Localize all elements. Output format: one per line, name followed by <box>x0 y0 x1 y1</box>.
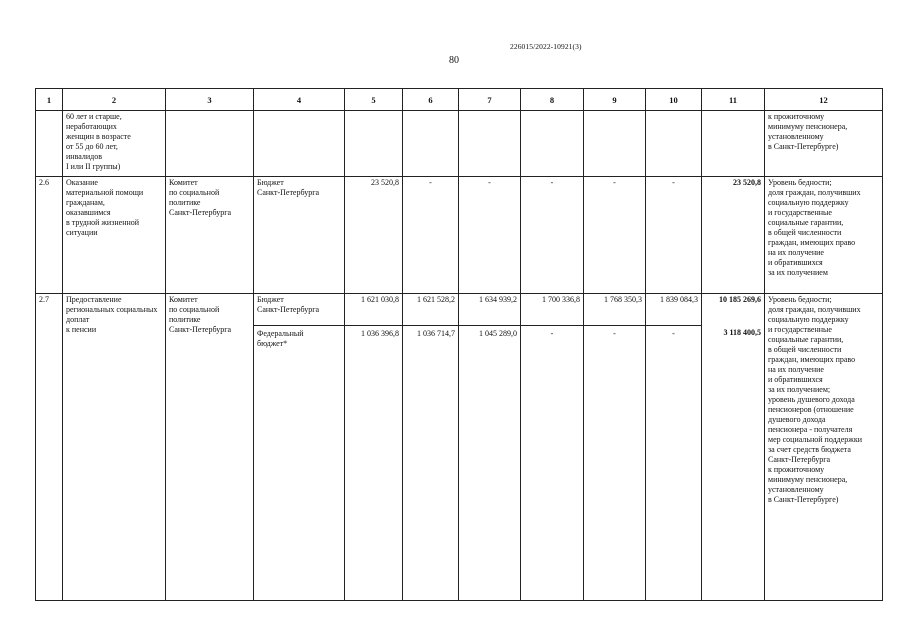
value-federal: 1 036 396,8 <box>345 325 402 339</box>
table-cell-source: Бюджет Санкт-Петербурга <box>254 177 345 294</box>
table-cell-executor: Комитет по социальной политике Санкт-Петербурга <box>166 294 254 601</box>
table-cell-source <box>254 294 345 601</box>
table-row-2-6 <box>36 177 883 294</box>
table-cell-value: - <box>584 177 646 294</box>
value-spb: 1 768 350,3 <box>604 295 642 304</box>
table-cell-value <box>646 294 702 601</box>
table-cell-value: - <box>459 177 521 294</box>
value-spb: 1 621 528,2 <box>417 295 455 304</box>
program-table <box>35 88 883 601</box>
document-number: 226015/2022-10921(3) <box>510 42 582 51</box>
header-cell: 2 <box>63 89 166 111</box>
table-cell-value <box>584 294 646 601</box>
value-federal: - <box>646 325 701 339</box>
header-cell: 1 <box>36 89 63 111</box>
table-cell-value <box>345 294 403 601</box>
table-cell <box>646 111 702 177</box>
table-cell-indicator: Уровень бедности; доля граждан, получивших социальную поддержку и государственные социальные гарантии, в общей численности граждан, имеющих право на их получение и обратившихся за их получением <box>765 177 883 294</box>
header-cell: 9 <box>584 89 646 111</box>
table-cell-name: Оказание материальной помощи гражданам, оказавшимся в трудной жизненной ситуации <box>63 177 166 294</box>
table-cell-value: - <box>403 177 459 294</box>
table-cell-value: 23 520,8 <box>345 177 403 294</box>
source-spb-budget: Бюджет Санкт-Петербурга <box>257 295 320 314</box>
source-federal-budget: Федеральный бюджет* <box>254 325 344 349</box>
table-cell <box>702 111 765 177</box>
header-cell: 4 <box>254 89 345 111</box>
header-cell: 10 <box>646 89 702 111</box>
table-cell-total <box>702 294 765 601</box>
page-number: 80 <box>449 55 459 66</box>
header-cell: 8 <box>521 89 584 111</box>
table-cell <box>403 111 459 177</box>
header-cell: 12 <box>765 89 883 111</box>
value-federal: - <box>521 325 583 339</box>
row-number: 2.7 <box>36 294 63 601</box>
header-cell: 7 <box>459 89 521 111</box>
table-row-2-7 <box>36 294 883 601</box>
value-federal: 1 036 714,7 <box>403 325 458 339</box>
row-number: 2.6 <box>36 177 63 294</box>
header-cell: 3 <box>166 89 254 111</box>
total-spb: 10 185 269,6 <box>719 295 761 304</box>
table-cell <box>36 111 63 177</box>
header-cell: 6 <box>403 89 459 111</box>
table-cell <box>584 111 646 177</box>
table-cell-total: 23 520,8 <box>702 177 765 294</box>
table-cell <box>254 111 345 177</box>
table-cell-executor: Комитет по социальной политике Санкт-Петербурга <box>166 177 254 294</box>
value-spb: 1 621 030,8 <box>361 295 399 304</box>
header-row <box>36 89 883 111</box>
value-spb: 1 700 336,8 <box>542 295 580 304</box>
table-cell-value <box>459 294 521 601</box>
header-cell: 5 <box>345 89 403 111</box>
table-cell-value: - <box>646 177 702 294</box>
table-cell <box>166 111 254 177</box>
value-federal: 1 045 289,0 <box>459 325 520 339</box>
total-federal: 3 118 400,5 <box>723 328 761 337</box>
table-cell-value <box>403 294 459 601</box>
header-cell: 11 <box>702 89 765 111</box>
table-cell-indicator: Уровень бедности; доля граждан, получивших социальную поддержку и государственные социальные гарантии, в общей численности граждан, имеющих право на их получение и обратившихся за их получением; уровень душевого дохода пенсионеров (отношение душевого дохода пенсионера - получателя мер социальной поддержки за счет средств бюджета Санкт-Петербурга к прожиточному минимуму пенсионера, установленному в Санкт-Петербурге) <box>765 294 883 601</box>
table-cell-value <box>521 294 584 601</box>
value-spb: 1 634 939,2 <box>479 295 517 304</box>
table-cell <box>521 111 584 177</box>
table-cell-name: Предоставление региональных социальных доплат к пенсии <box>63 294 166 601</box>
table-cell <box>459 111 521 177</box>
value-spb: 1 839 084,3 <box>660 295 698 304</box>
table-cell-value: - <box>521 177 584 294</box>
table-cell-name: 60 лет и старше, неработающих женщин в возрасте от 55 до 60 лет, инвалидов I или II группы) <box>63 111 166 177</box>
table-cell-indicator: к прожиточному минимуму пенсионера, установленному в Санкт-Петербурге) <box>765 111 883 177</box>
table-row-continuation <box>36 111 883 177</box>
value-federal: - <box>584 325 645 339</box>
table-cell <box>345 111 403 177</box>
